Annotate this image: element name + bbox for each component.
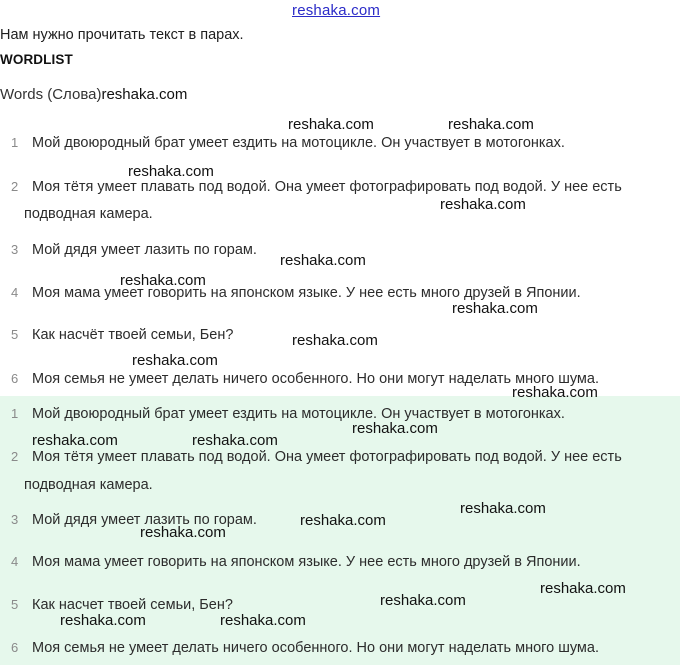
header-watermark-link[interactable]: reshaka.com: [292, 2, 381, 19]
item-text: Мой дядя умеет лазить по горам.: [32, 512, 257, 528]
watermark: reshaka.com: [440, 196, 526, 213]
watermark: reshaka.com: [452, 300, 538, 317]
watermark: reshaka.com: [380, 592, 466, 609]
item-number: 5: [11, 327, 19, 342]
watermark: reshaka.com: [300, 512, 386, 529]
watermark: reshaka.com: [540, 580, 626, 597]
watermark: reshaka.com: [140, 524, 226, 541]
item-number: 6: [11, 371, 19, 386]
item-text: Моя мама умеет говорить на японском языке. У нее есть много друзей в Японии.: [32, 554, 581, 570]
watermark: reshaka.com: [120, 272, 206, 289]
watermark: reshaka.com: [128, 163, 214, 180]
item-number: 5: [11, 597, 19, 612]
watermark: reshaka.com: [220, 612, 306, 629]
item-text: Моя семья не умеет делать ничего особенного. Но они могут наделать много шума.: [32, 640, 599, 656]
item-text: Моя семья не умеет делать ничего особенного. Но они могут наделать много шума.: [32, 371, 599, 387]
item-text: Моя мама умеет говорить на японском языке. У нее есть много друзей в Японии.: [32, 285, 581, 301]
watermark: reshaka.com: [288, 116, 374, 133]
item-text: Мой дядя умеет лазить по горам.: [32, 242, 257, 258]
watermark: reshaka.com: [352, 420, 438, 437]
item-number: 3: [11, 512, 19, 527]
item-text: подводная камера.: [24, 206, 153, 222]
item-text: Как насчёт твоей семьи, Бен?: [32, 327, 234, 343]
item-number: 1: [11, 406, 19, 421]
item-text: Моя тётя умеет плавать под водой. Она умеет фотографировать под водой. У нее есть: [32, 179, 622, 195]
watermark: reshaka.com: [192, 432, 278, 449]
item-number: 1: [11, 135, 19, 150]
item-number: 6: [11, 640, 19, 655]
item-text: Мой двоюродный брат умеет ездить на мотоцикле. Он участвует в мотогонках.: [32, 406, 565, 422]
watermark: reshaka.com: [60, 612, 146, 629]
item-text: Моя тётя умеет плавать под водой. Она умеет фотографировать под водой. У нее есть: [32, 449, 622, 465]
watermark: reshaka.com: [280, 252, 366, 269]
words-label: [0, 86, 187, 103]
watermark: reshaka.com: [292, 332, 378, 349]
watermark: reshaka.com: [101, 86, 188, 103]
item-text: Как насчет твоей семьи, Бен?: [32, 597, 233, 613]
item-text: Мой двоюродный брат умеет ездить на мотоцикле. Он участвует в мотогонках.: [32, 135, 565, 151]
watermark: reshaka.com: [448, 116, 534, 133]
item-number: 2: [11, 179, 19, 194]
words-label-text: Words (Слова): [0, 86, 102, 103]
watermark: reshaka.com: [460, 500, 546, 517]
item-number: 4: [11, 554, 19, 569]
watermark: reshaka.com: [512, 384, 598, 401]
watermark: reshaka.com: [132, 352, 218, 369]
wordlist-heading: WORDLIST: [0, 52, 73, 67]
item-number: 4: [11, 285, 19, 300]
item-text: подводная камера.: [24, 477, 153, 493]
item-number: 2: [11, 449, 19, 464]
intro-text: Нам нужно прочитать текст в парах.: [0, 27, 244, 43]
watermark: reshaka.com: [32, 432, 118, 449]
item-number: 3: [11, 242, 19, 257]
